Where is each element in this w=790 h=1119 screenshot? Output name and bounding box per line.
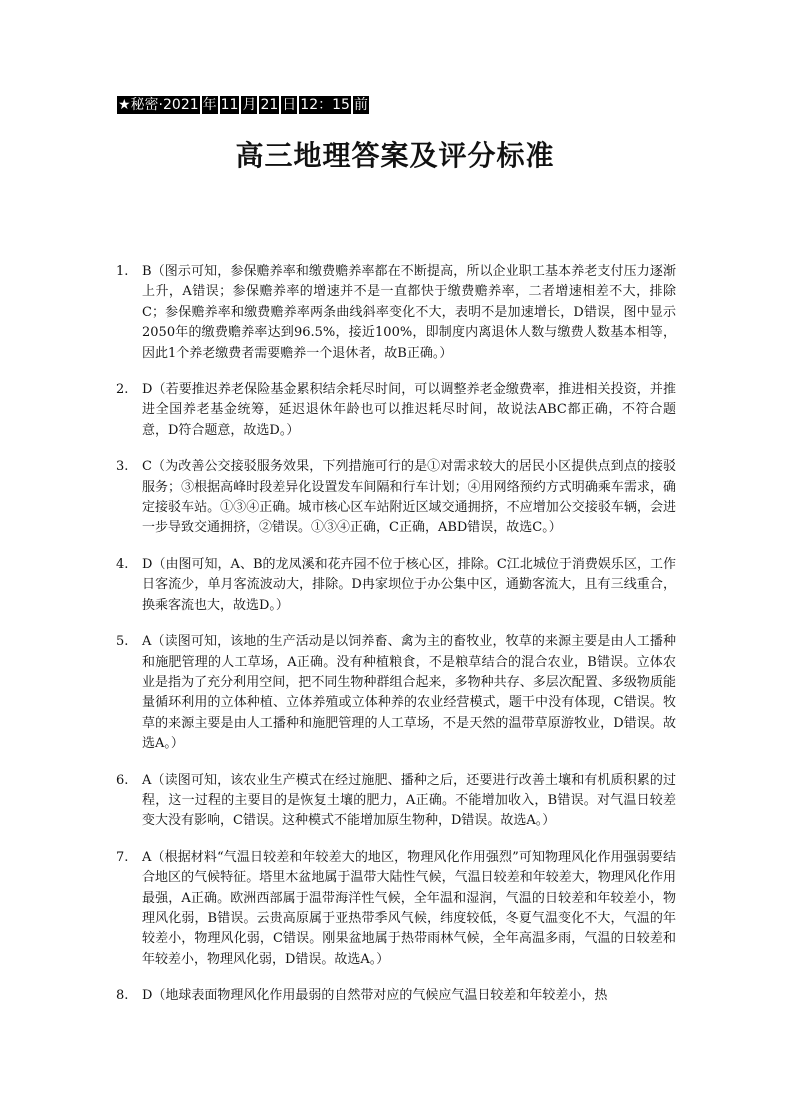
answer-item: [116, 986, 676, 1006]
answer-number: 5.: [116, 634, 129, 650]
tag-part: 21: [260, 97, 279, 113]
tag-part: 12：15: [300, 97, 350, 113]
answer-text: D（由图可知，A、B的龙凤溪和花卉园不位于核心区，排除。C江北城位于消费娱乐区，工作日客流少，单月客流波动大，排除。D冉家坝位于办公集中区，通勤客流大，且有三线重合，换乘客流也大，故选D。）: [142, 556, 676, 613]
answer-number: 1.: [116, 264, 129, 279]
answer-text: D（若要推迟养老保险基金累积结余耗尽时间，可以调整养老金缴费率，推进相关投资，并推进全国养老基金统筹，延迟退休年龄也可以推迟耗尽时间，故说法ABC都正确，不符合题意，D符合题意，故选D。）: [142, 382, 676, 438]
answer-number: 3.: [116, 459, 129, 475]
answer-number: 6.: [116, 772, 129, 788]
confidential-tag: [117, 96, 369, 114]
answer-number: 2.: [116, 382, 129, 398]
answer-number: 4.: [116, 556, 129, 572]
tag-part: 日: [282, 97, 297, 113]
answer-item: [116, 457, 676, 539]
answer-item: [116, 771, 676, 832]
answer-item: [116, 380, 676, 441]
answer-text: B（图示可知，参保赡养率和缴费赡养率都在不断提高，所以企业职工基本养老支付压力逐渐上升，A错误；参保赡养率的增速并不是一直都快于缴费赡养率，二者增速相差不大，排除C；参保赡养率和缴费赡养率两条曲线斜率变化不大，表明不是加速增长，D错误，图中显示2050年的缴费赡养率达到96.5%，接近100%，即制度内离退休人数与缴费人数基本相等，因此1个养老缴费者需要赡养一个退休者，故B正确。）: [142, 264, 676, 361]
page-title: 高三地理答案及评分标准: [235, 139, 555, 172]
tag-part: 11: [220, 97, 239, 113]
tag-part: 前: [353, 97, 368, 113]
answer-list: [116, 262, 676, 1023]
tag-part: ★秘密·2021: [118, 97, 199, 113]
answer-item: [116, 632, 676, 754]
answer-text: C（为改善公交接驳服务效果，下列措施可行的是①对需求较大的居民小区提供点到点的接驳服务；③根据高峰时段差异化设置发车间隔和行车计划；④用网络预约方式明确乘车需求，确定接驳车站。①③④正确。城市核心区车站附近区域交通拥挤，不应增加公交接驳车辆，会进一步导致交通拥挤，②错误。①③④正确，C正确，ABD错误，故选C。）: [142, 459, 676, 536]
answer-number: 8.: [116, 988, 129, 1004]
answer-text: D（地球表面物理风化作用最弱的自然带对应的气候应气温日较差和年较差小，热: [142, 988, 608, 1004]
answer-text: A（根据材料“气温日较差和年较差大的地区，物理风化作用强烈”可知物理风化作用强弱要结合地区的气候特征。塔里木盆地属于温带大陆性气候，气温日较差和年较差大，物理风化作用最强，A正确。欧洲西部属于温带海洋性气候，全年温和湿润，气温的日较差和年较差小，物理风化弱，B错误。云贵高原属于亚热带季风气候，纬度较低，冬夏气温变化不大，气温的年较差小，物理风化弱，C错误。刚果盆地属于热带雨林气候，全年高温多雨，气温的日较差和年较差小，物理风化弱，D错误。故选A。）: [142, 849, 676, 967]
answer-item: [116, 262, 676, 364]
tag-part: 年: [202, 97, 217, 113]
answer-text: A（读图可知，该农业生产模式在经过施肥、播种之后，还要进行改善土壤和有机质积累的过程，这一过程的主要目的是恢复土壤的肥力，A正确。不能增加收入，B错误。对气温日较差变大没有影响，C错误。这种模式不能增加原生物种，D错误。故选A。）: [142, 772, 676, 829]
answer-item: [116, 848, 676, 970]
answer-item: [116, 555, 676, 616]
tag-part: 月: [242, 97, 257, 113]
answer-text: A（读图可知，该地的生产活动是以饲养畜、禽为主的畜牧业，牧草的来源主要是由人工播种和施肥管理的人工草场，A正确。没有种植粮食，不是粮草结合的混合农业，B错误。立体农业是指为了充分利用空间，把不同生物种群组合起来，多物种共存、多层次配置、多级物质能量循环利用的立体种植、立体养殖或立体种养的农业经营模式，题干中没有体现，C错误。牧草的来源主要是由人工播种和施肥管理的人工草场，不是天然的温带草原游牧业，D错误。故选A。）: [142, 634, 676, 752]
answer-number: 7.: [116, 849, 129, 865]
